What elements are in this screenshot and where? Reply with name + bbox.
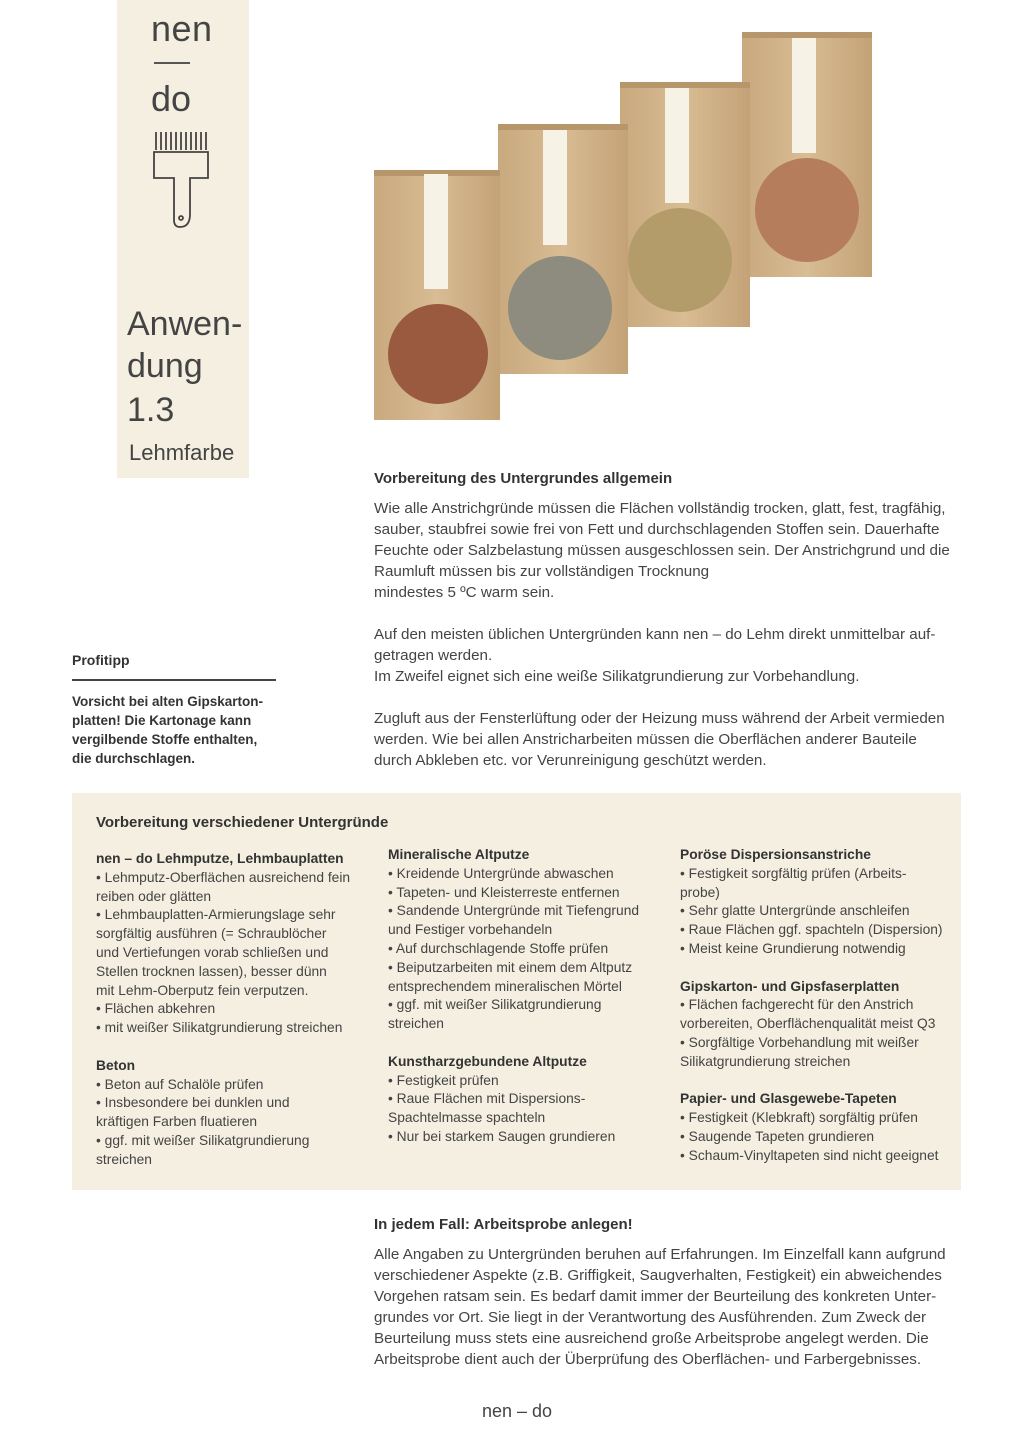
- paragraph-3: [374, 708, 974, 771]
- substrate-line: • Kreidende Untergründe abwaschen: [388, 865, 614, 881]
- substrate-heading: Gipskarton- und Gipsfaserplatten: [680, 978, 900, 994]
- substrate-line: Silikatgrundierung streichen: [680, 1053, 851, 1069]
- bag-3-window: [628, 208, 732, 312]
- paragraph-line: Beurteilung muss stets eine ausreichend große Arbeitsprobe angelegt werden. Die: [374, 1330, 929, 1347]
- section-heading-test-sample: In jedem Fall: Arbeitsprobe anlegen!: [374, 1216, 633, 1233]
- paragraph-2: [374, 624, 974, 687]
- tip-heading: Profitipp: [72, 652, 130, 668]
- paragraph-1: [374, 498, 974, 603]
- paragraph-line: mindestes 5 ºC warm sein.: [374, 584, 555, 601]
- substrate-heading: Papier- und Glasgewebe-Tapeten: [680, 1091, 897, 1107]
- paragraph-line: Auf den meisten üblichen Untergründen kann nen – do Lehm direkt unmittelbar auf-: [374, 626, 936, 643]
- substrate-line: kräftigen Farben fluatieren: [96, 1114, 258, 1130]
- substrate-line: • Auf durchschlagende Stoffe prüfen: [388, 940, 609, 956]
- substrate-line: • Sehr glatte Untergründe anschleifen: [680, 903, 910, 919]
- substrate-line: mit Lehm-Oberputz fein verputzen.: [96, 982, 309, 998]
- title-line-2: dung: [127, 347, 203, 385]
- bag-1-window: [388, 304, 488, 404]
- substrate-line: • Saugende Tapeten grundieren: [680, 1128, 875, 1144]
- logo-dash: [154, 62, 190, 64]
- substrate-line: • Lehmputz-Oberflächen ausreichend fein: [96, 869, 351, 885]
- substrate-line: • Sandende Untergründe mit Tiefengrund: [388, 903, 640, 919]
- logo-text-bottom: do: [151, 78, 192, 119]
- substrate-line: • Beiputzarbeiten mit einem dem Altputz: [388, 959, 633, 975]
- title-line-1: Anwen-: [127, 305, 243, 343]
- substrate-line: • ggf. mit weißer Silikatgrundierung: [96, 1132, 310, 1148]
- substrate-line: streichen: [96, 1151, 152, 1167]
- tip-line: Vorsicht bei alten Gipskarton-: [72, 694, 264, 709]
- substrate-heading: Poröse Dispersionsanstriche: [680, 847, 871, 862]
- product-bag-2: [498, 124, 628, 374]
- paragraph-line: durch Abkleben etc. vor Verunreinigung geschützt werden.: [374, 752, 767, 769]
- title-line-3: 1.3: [127, 391, 175, 429]
- substrate-line: • Nur bei starkem Saugen grundieren: [388, 1128, 616, 1144]
- substrate-line: vorbereiten, Oberflächenqualität meist Q3: [680, 1016, 936, 1032]
- substrate-line: • Lehmbauplatten-Armierungslage sehr: [96, 907, 336, 923]
- paragraph-line: Vorgehen ratsam sein. Es bedarf damit immer der Beurteilung des konkreten Unter-: [374, 1288, 937, 1305]
- substrate-line: • Tapeten- und Kleisterreste entfernen: [388, 884, 620, 900]
- product-subtitle: Lehmfarbe: [129, 440, 235, 465]
- substrates-column-3: [680, 846, 960, 1166]
- substrate-line: • Sorgfältige Vorbehandlung mit weißer: [680, 1034, 919, 1050]
- paragraph-line: Alle Angaben zu Untergründen beruhen auf Erfahrungen. Im Einzelfall kann aufgrund: [374, 1246, 946, 1263]
- paragraph-line: getragen werden.: [374, 647, 493, 664]
- paragraph-line: sauber, staubfrei sowie frei von Fett und durchschlagenden Stoffen sein. Dauerhafte: [374, 521, 940, 538]
- substrate-line: • Beton auf Schalöle prüfen: [96, 1076, 264, 1092]
- substrate-line: • Flächen abkehren: [96, 1001, 216, 1017]
- substrate-line: • ggf. mit weißer Silikatgrundierung: [388, 997, 602, 1013]
- paragraph-line: werden. Wie bei allen Anstricharbeiten müssen die Oberflächen anderer Bauteile: [374, 731, 917, 748]
- substrates-box-title: Vorbereitung verschiedener Untergründe: [96, 814, 389, 831]
- tip-line: platten! Die Kartonage kann: [72, 713, 252, 728]
- product-bag-4: [742, 32, 872, 277]
- tip-divider: [72, 679, 276, 681]
- paragraph-line: Arbeitsprobe dient auch der Überprüfung des Oberflächen- und Farbergebnisses.: [374, 1351, 922, 1368]
- product-bags-image: [360, 20, 1000, 440]
- substrate-line: • Raue Flächen mit Dispersions-: [388, 1091, 586, 1107]
- substrate-line: und Vertiefungen vorab schließen und: [96, 944, 329, 960]
- paragraph-line: Zugluft aus der Fensterlüftung oder der Heizung muss während der Arbeit vermieden: [374, 710, 945, 727]
- substrates-column-2: [388, 846, 668, 1147]
- substrate-line: entsprechendem mineralischen Mörtel: [388, 978, 622, 994]
- product-bag-1: [374, 170, 500, 420]
- substrate-line: streichen: [388, 1016, 444, 1032]
- substrate-line: • Raue Flächen ggf. spachteln (Dispersion): [680, 922, 943, 938]
- substrate-heading: Mineralische Altputze: [388, 847, 530, 862]
- substrate-line: reiben oder glätten: [96, 888, 212, 904]
- paragraph-line: grundes vor Ort. Sie liegt in der Verantwortung des Ausführenden. Zum Zweck der: [374, 1309, 927, 1326]
- substrate-line: • Schaum-Vinyltapeten sind nicht geeignet: [680, 1147, 939, 1163]
- substrates-column-1: [96, 850, 371, 1170]
- substrate-heading: nen – do Lehmputze, Lehmbauplatten: [96, 851, 344, 866]
- substrate-line: • Festigkeit sorgfältig prüfen (Arbeits-: [680, 865, 907, 881]
- tip-text: [72, 692, 282, 768]
- product-bag-3: [620, 82, 750, 327]
- footer-brand: nen – do: [482, 1401, 553, 1421]
- substrate-heading: Beton: [96, 1057, 136, 1073]
- substrate-line: Stellen trocknen lassen), besser dünn: [96, 963, 327, 979]
- paragraph-line: Wie alle Anstrichgründe müssen die Flächen vollständig trocken, glatt, fest, tragfähig,: [374, 500, 946, 517]
- substrate-heading: Kunstharzgebundene Altputze: [388, 1053, 587, 1069]
- substrate-line: • mit weißer Silikatgrundierung streichen: [96, 1020, 343, 1036]
- paragraph-final: [374, 1244, 974, 1370]
- substrate-line: • Festigkeit prüfen: [388, 1072, 499, 1088]
- substrate-line: probe): [680, 884, 720, 900]
- substrate-line: • Insbesondere bei dunklen und: [96, 1095, 290, 1111]
- substrate-line: • Meist keine Grundierung notwendig: [680, 940, 906, 956]
- substrate-line: Spachtelmasse spachteln: [388, 1110, 546, 1126]
- paragraph-line: Im Zweifel eignet sich eine weiße Silikatgrundierung zur Vorbehandlung.: [374, 668, 860, 685]
- tip-line: die durchschlagen.: [72, 751, 196, 766]
- paint-brush-icon: [150, 130, 210, 230]
- substrate-line: • Flächen fachgerecht für den Anstrich: [680, 997, 914, 1013]
- paragraph-line: Feuchte oder Salzbelastung müssen ausgeschlossen sein. Der Anstrichgrund und die: [374, 542, 950, 559]
- bag-2-window: [508, 256, 612, 360]
- bag-4-window: [755, 158, 859, 262]
- substrate-line: • Festigkeit (Klebkraft) sorgfältig prüfen: [680, 1110, 918, 1126]
- tip-line: vergilbende Stoffe enthalten,: [72, 732, 258, 747]
- substrate-line: und Festiger vorbehandeln: [388, 922, 553, 938]
- logo-text-top: nen: [151, 8, 213, 49]
- paragraph-line: Raumluft müssen bis zur vollständigen Trocknung: [374, 563, 710, 580]
- section-heading-general: Vorbereitung des Untergrundes allgemein: [374, 470, 673, 487]
- paragraph-line: verschiedener Aspekte (z.B. Griffigkeit, Saugverhalten, Festigkeit) ein abweichendes: [374, 1267, 942, 1284]
- substrate-line: sorgfältig ausführen (= Schraublöcher: [96, 926, 327, 942]
